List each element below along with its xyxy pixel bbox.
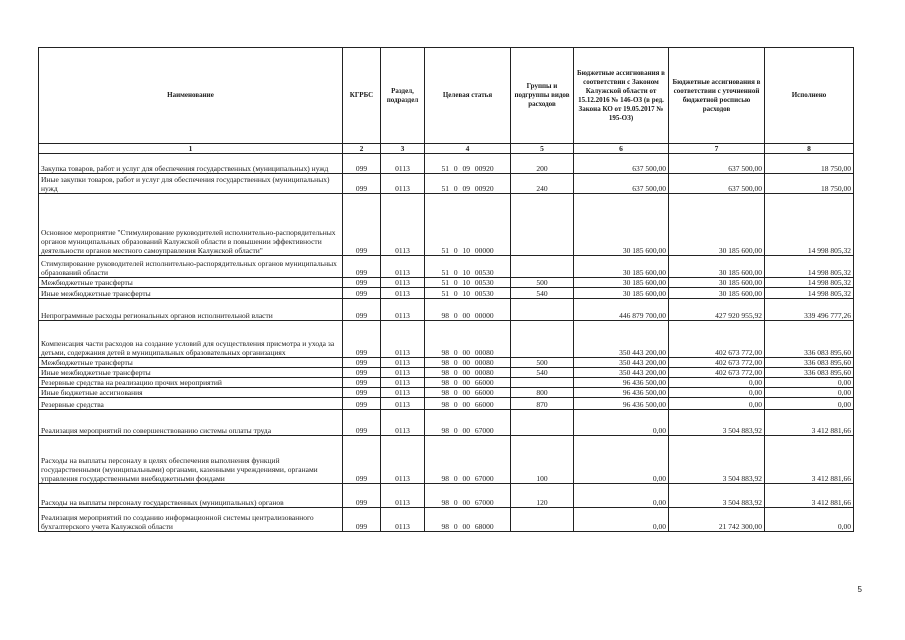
row-kgrbs-cell: 099: [343, 174, 381, 194]
table-row: [39, 256, 854, 278]
row-executed-amount-cell: 3 412 881,66: [765, 436, 854, 484]
row-kgrbs-cell: 099: [343, 194, 381, 256]
column-number: 7: [669, 144, 765, 154]
table-row: [39, 388, 854, 398]
row-name-cell: Стимулирование руководителей исполнительно-распорядительных органов муниципальных образований области: [39, 256, 343, 278]
row-target-article-cell: 98 0 00 66000: [425, 398, 511, 410]
column-number: 5: [511, 144, 574, 154]
row-kgrbs-cell: 099: [343, 368, 381, 378]
row-expense-group-cell: 500: [511, 358, 574, 368]
row-kgrbs-cell: 099: [343, 288, 381, 299]
row-refined-amount-cell: 3 504 883,92: [669, 484, 765, 508]
row-kgrbs-cell: 099: [343, 508, 381, 532]
row-name-cell: Компенсация части расходов на создание условий для осуществления присмотра и ухода за детьми, содержания детей в муниципальных образовательных организациях: [39, 321, 343, 358]
row-name-cell: Иные межбюджетные трансферты: [39, 368, 343, 378]
row-refined-amount-cell: 30 185 600,00: [669, 256, 765, 278]
row-refined-amount-cell: 30 185 600,00: [669, 194, 765, 256]
row-executed-amount-cell: 336 083 895,60: [765, 321, 854, 358]
row-law-amount-cell: 0,00: [574, 508, 669, 532]
row-target-article-cell: 98 0 00 00080: [425, 321, 511, 358]
row-target-article-cell: 51 0 10 00000: [425, 194, 511, 256]
row-kgrbs-cell: 099: [343, 388, 381, 398]
row-section-cell: 0113: [381, 378, 425, 388]
row-expense-group-cell: [511, 256, 574, 278]
row-refined-amount-cell: 402 673 772,00: [669, 368, 765, 378]
row-name-cell: Резервные средства: [39, 398, 343, 410]
row-section-cell: 0113: [381, 321, 425, 358]
row-law-amount-cell: 30 185 600,00: [574, 194, 669, 256]
row-kgrbs-cell: 099: [343, 358, 381, 368]
row-kgrbs-cell: 099: [343, 410, 381, 436]
row-section-cell: 0113: [381, 256, 425, 278]
row-section-cell: 0113: [381, 388, 425, 398]
row-law-amount-cell: 96 436 500,00: [574, 398, 669, 410]
row-target-article-cell: 51 0 10 00530: [425, 288, 511, 299]
row-name-cell: Иные закупки товаров, работ и услуг для обеспечения государственных (муниципальных) нужд: [39, 174, 343, 194]
row-refined-amount-cell: 30 185 600,00: [669, 288, 765, 299]
row-expense-group-cell: 240: [511, 174, 574, 194]
table-row: [39, 378, 854, 388]
header-executed: Исполнено: [765, 48, 854, 144]
row-law-amount-cell: 350 443 200,00: [574, 368, 669, 378]
page-number: 5: [857, 585, 862, 594]
row-kgrbs-cell: 099: [343, 154, 381, 174]
column-number: 1: [39, 144, 343, 154]
row-law-amount-cell: 350 443 200,00: [574, 321, 669, 358]
row-executed-amount-cell: 14 998 805,32: [765, 256, 854, 278]
row-target-article-cell: 98 0 00 00080: [425, 368, 511, 378]
row-refined-amount-cell: 0,00: [669, 388, 765, 398]
column-number: 2: [343, 144, 381, 154]
row-target-article-cell: 98 0 00 00000: [425, 299, 511, 321]
header-section: Раздел, подраздел: [381, 48, 425, 144]
row-section-cell: 0113: [381, 436, 425, 484]
row-name-cell: Расходы на выплаты персоналу государственных (муниципальных) органов: [39, 484, 343, 508]
header-refined-allocations: Бюджетные ассигнования в соответствии с уточненной бюджетной росписью расходов: [669, 48, 765, 144]
row-name-cell: Межбюджетные трансферты: [39, 278, 343, 288]
row-target-article-cell: 98 0 00 67000: [425, 436, 511, 484]
row-section-cell: 0113: [381, 410, 425, 436]
row-section-cell: 0113: [381, 194, 425, 256]
row-executed-amount-cell: 14 998 805,32: [765, 278, 854, 288]
row-name-cell: Реализация мероприятий по совершенствованию системы оплаты труда: [39, 410, 343, 436]
row-executed-amount-cell: 3 412 881,66: [765, 484, 854, 508]
table-row: [39, 410, 854, 436]
row-law-amount-cell: 0,00: [574, 410, 669, 436]
row-section-cell: 0113: [381, 484, 425, 508]
row-kgrbs-cell: 099: [343, 484, 381, 508]
table-row: [39, 194, 854, 256]
row-executed-amount-cell: 336 083 895,60: [765, 368, 854, 378]
table-row: [39, 299, 854, 321]
row-expense-group-cell: 500: [511, 278, 574, 288]
row-section-cell: 0113: [381, 508, 425, 532]
row-expense-group-cell: [511, 508, 574, 532]
row-section-cell: 0113: [381, 358, 425, 368]
column-number: 3: [381, 144, 425, 154]
row-target-article-cell: 98 0 00 67000: [425, 410, 511, 436]
header-law-allocations: Бюджетные ассигнования в соответствии с Законом Калужской области от 15.12.2016 № 146-ОЗ (в ред. Закона КО от 19.05.2017 № 195-ОЗ): [574, 48, 669, 144]
row-target-article-cell: 51 0 09 00920: [425, 174, 511, 194]
table-row: [39, 321, 854, 358]
row-name-cell: Непрограммные расходы региональных органов исполнительной власти: [39, 299, 343, 321]
column-numbers-row: [39, 144, 854, 154]
row-refined-amount-cell: 637 500,00: [669, 174, 765, 194]
row-kgrbs-cell: 099: [343, 436, 381, 484]
row-name-cell: Закупка товаров, работ и услуг для обеспечения государственных (муниципальных) нужд: [39, 154, 343, 174]
row-law-amount-cell: 96 436 500,00: [574, 378, 669, 388]
row-executed-amount-cell: 3 412 881,66: [765, 410, 854, 436]
row-refined-amount-cell: 637 500,00: [669, 154, 765, 174]
row-refined-amount-cell: 30 185 600,00: [669, 278, 765, 288]
table-body: [39, 154, 854, 532]
row-expense-group-cell: 540: [511, 288, 574, 299]
row-section-cell: 0113: [381, 174, 425, 194]
row-kgrbs-cell: 099: [343, 256, 381, 278]
row-refined-amount-cell: 0,00: [669, 398, 765, 410]
row-name-cell: Межбюджетные трансферты: [39, 358, 343, 368]
row-target-article-cell: 98 0 00 66000: [425, 388, 511, 398]
row-kgrbs-cell: 099: [343, 378, 381, 388]
row-law-amount-cell: 446 879 700,00: [574, 299, 669, 321]
row-executed-amount-cell: 0,00: [765, 508, 854, 532]
table-row: [39, 154, 854, 174]
row-law-amount-cell: 96 436 500,00: [574, 388, 669, 398]
row-name-cell: Реализация мероприятий по созданию информационной системы централизованного бухгалтерского учета Калужской области: [39, 508, 343, 532]
row-name-cell: Основное мероприятие "Стимулирование руководителей исполнительно-распорядительных органов муниципальных образований Калужской области в повышении эффективности деятельности органов местного самоуправления Калужской области": [39, 194, 343, 256]
row-refined-amount-cell: 0,00: [669, 378, 765, 388]
table-row: [39, 508, 854, 532]
row-expense-group-cell: [511, 194, 574, 256]
row-target-article-cell: 98 0 00 66000: [425, 378, 511, 388]
table-row: [39, 358, 854, 368]
row-section-cell: 0113: [381, 288, 425, 299]
row-refined-amount-cell: 402 673 772,00: [669, 358, 765, 368]
row-section-cell: 0113: [381, 299, 425, 321]
header-kgrbs: КГРБС: [343, 48, 381, 144]
row-law-amount-cell: 0,00: [574, 484, 669, 508]
column-number: 8: [765, 144, 854, 154]
row-expense-group-cell: [511, 321, 574, 358]
row-executed-amount-cell: 18 750,00: [765, 174, 854, 194]
row-law-amount-cell: 350 443 200,00: [574, 358, 669, 368]
row-refined-amount-cell: 21 742 300,00: [669, 508, 765, 532]
header-expense-groups: Группы и подгруппы видов расходов: [511, 48, 574, 144]
row-name-cell: Резервные средства на реализацию прочих мероприятий: [39, 378, 343, 388]
row-executed-amount-cell: 0,00: [765, 388, 854, 398]
row-expense-group-cell: 540: [511, 368, 574, 378]
row-law-amount-cell: 637 500,00: [574, 154, 669, 174]
row-target-article-cell: 51 0 10 00530: [425, 278, 511, 288]
row-expense-group-cell: [511, 410, 574, 436]
row-executed-amount-cell: 0,00: [765, 378, 854, 388]
budget-table: [38, 47, 854, 532]
table-row: [39, 436, 854, 484]
row-executed-amount-cell: 339 496 777,26: [765, 299, 854, 321]
row-law-amount-cell: 30 185 600,00: [574, 288, 669, 299]
row-expense-group-cell: 800: [511, 388, 574, 398]
row-law-amount-cell: 30 185 600,00: [574, 278, 669, 288]
row-expense-group-cell: [511, 378, 574, 388]
column-number: 6: [574, 144, 669, 154]
header-row: [39, 48, 854, 144]
row-section-cell: 0113: [381, 398, 425, 410]
table-row: [39, 484, 854, 508]
table-row: [39, 174, 854, 194]
row-expense-group-cell: 120: [511, 484, 574, 508]
row-expense-group-cell: 870: [511, 398, 574, 410]
table-row: [39, 278, 854, 288]
row-executed-amount-cell: 336 083 895,60: [765, 358, 854, 368]
row-refined-amount-cell: 402 673 772,00: [669, 321, 765, 358]
row-name-cell: Иные межбюджетные трансферты: [39, 288, 343, 299]
row-refined-amount-cell: 3 504 883,92: [669, 410, 765, 436]
row-executed-amount-cell: 14 998 805,32: [765, 194, 854, 256]
table-row: [39, 368, 854, 378]
row-target-article-cell: 98 0 00 00080: [425, 358, 511, 368]
row-target-article-cell: 51 0 09 00920: [425, 154, 511, 174]
table-row: [39, 398, 854, 410]
row-expense-group-cell: [511, 299, 574, 321]
row-section-cell: 0113: [381, 368, 425, 378]
row-expense-group-cell: 200: [511, 154, 574, 174]
row-law-amount-cell: 637 500,00: [574, 174, 669, 194]
row-refined-amount-cell: 427 920 955,92: [669, 299, 765, 321]
row-executed-amount-cell: 18 750,00: [765, 154, 854, 174]
row-kgrbs-cell: 099: [343, 321, 381, 358]
header-target-article: Целевая статья: [425, 48, 511, 144]
row-section-cell: 0113: [381, 278, 425, 288]
row-law-amount-cell: 0,00: [574, 436, 669, 484]
row-kgrbs-cell: 099: [343, 278, 381, 288]
row-kgrbs-cell: 099: [343, 299, 381, 321]
row-target-article-cell: 51 0 10 00530: [425, 256, 511, 278]
row-executed-amount-cell: 0,00: [765, 398, 854, 410]
row-law-amount-cell: 30 185 600,00: [574, 256, 669, 278]
row-refined-amount-cell: 3 504 883,92: [669, 436, 765, 484]
row-section-cell: 0113: [381, 154, 425, 174]
row-expense-group-cell: 100: [511, 436, 574, 484]
row-target-article-cell: 98 0 00 68000: [425, 508, 511, 532]
row-executed-amount-cell: 14 998 805,32: [765, 288, 854, 299]
row-kgrbs-cell: 099: [343, 398, 381, 410]
row-name-cell: Иные бюджетные ассигнования: [39, 388, 343, 398]
row-name-cell: Расходы на выплаты персоналу в целях обеспечения выполнения функций государственными (муниципальными) органами, казенными учреждениями, органами управления государственными внебюджетными фондами: [39, 436, 343, 484]
table-row: [39, 288, 854, 299]
column-number: 4: [425, 144, 511, 154]
header-name: Наименование: [39, 48, 343, 144]
row-target-article-cell: 98 0 00 67000: [425, 484, 511, 508]
